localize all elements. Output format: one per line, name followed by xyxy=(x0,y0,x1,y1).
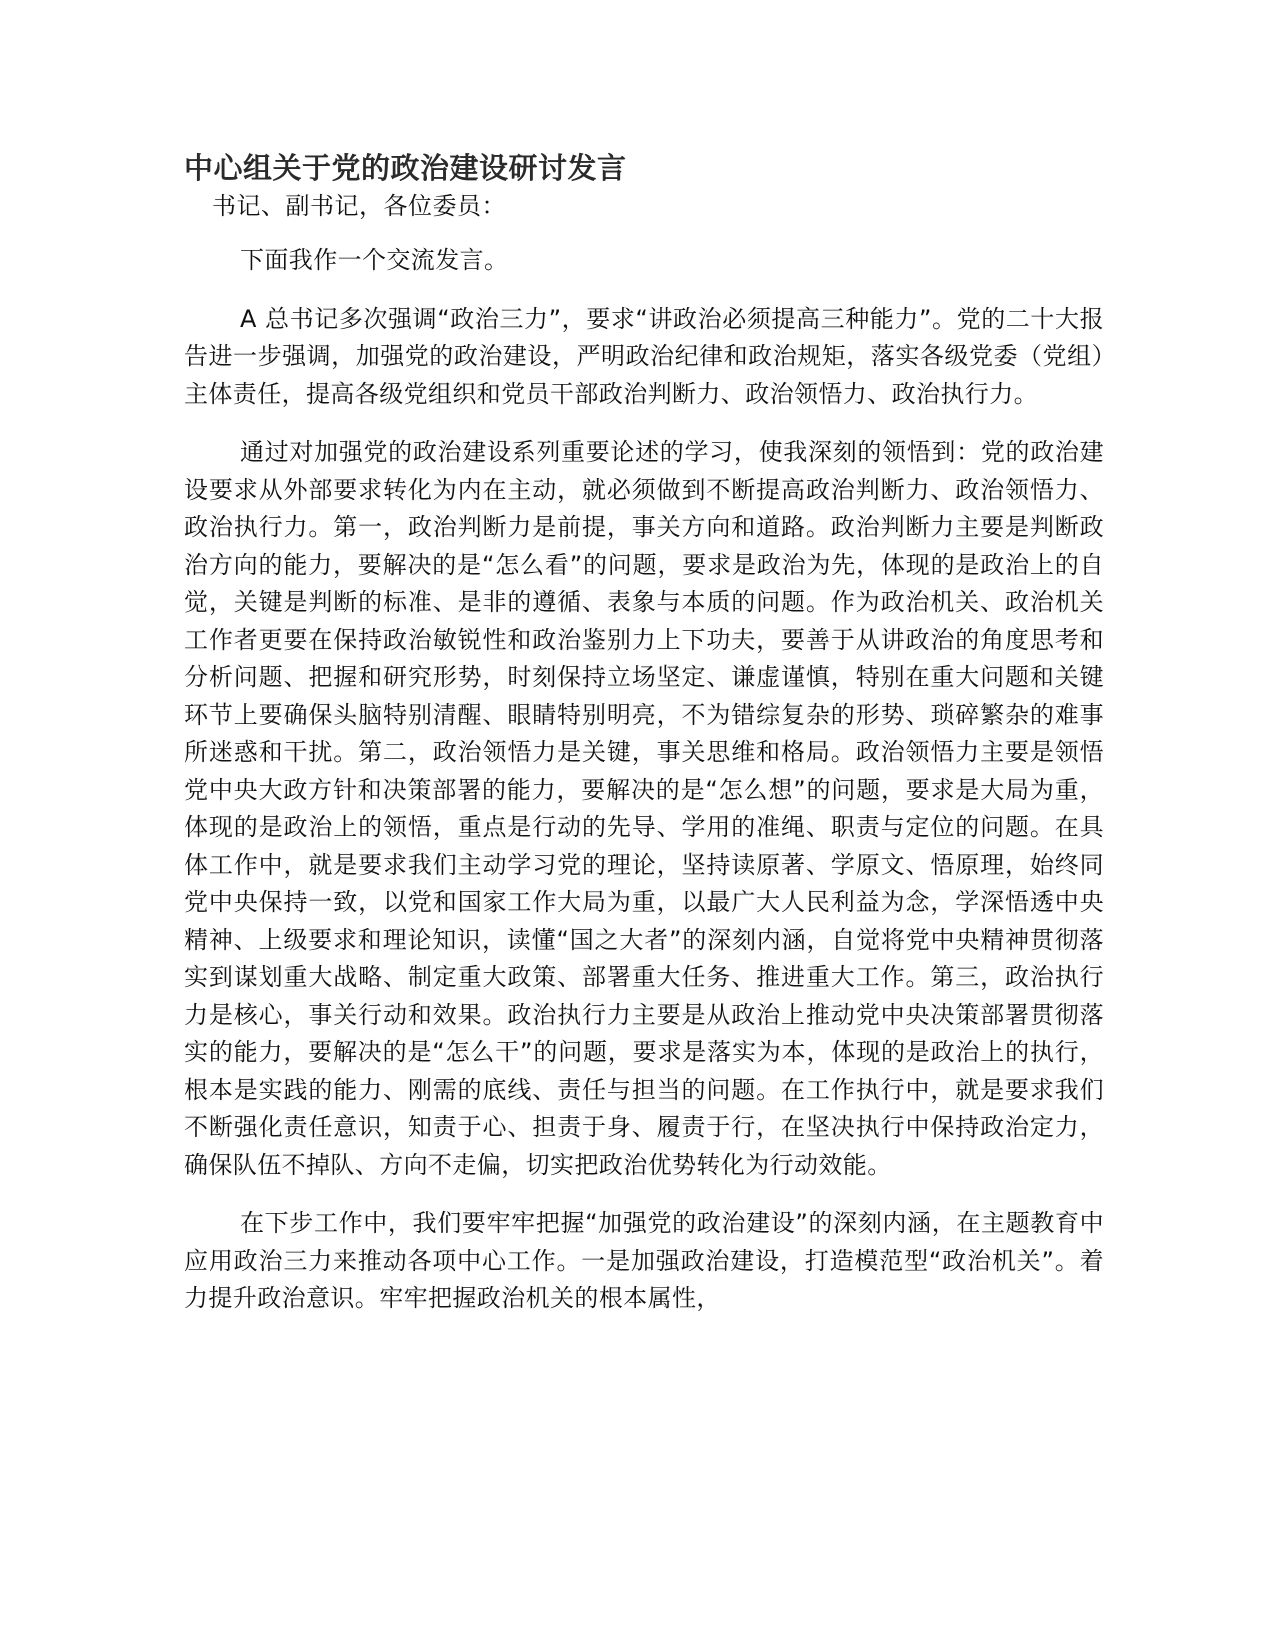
paragraph-intro: 下面我作一个交流发言。 xyxy=(240,246,509,274)
paragraph-background: A 总书记多次强调“政治三力”，要求“讲政治必须提高三种能力”。党的二十大报告进一步强调，加强党的政治建设，严明政治纪律和政治规矩，落实各级党委（党组）主体责任，提高各级党组织和党员干部政治判断力、政治领悟力、政治执行力。 xyxy=(184,304,1104,408)
salutation: 书记、副书记，各位委员： xyxy=(212,192,506,220)
paragraph-next-steps: 在下步工作中，我们要牢牢把握“加强党的政治建设”的深刻内涵，在主题教育中应用政治三力来推动各项中心工作。一是加强政治建设，打造模范型“政治机关”。着力提升政治意识。牢牢把握政治机关的根本属性， xyxy=(184,1209,1104,1312)
document-title: 中心组关于党的政治建设研讨发言 xyxy=(184,151,627,185)
document-page xyxy=(184,148,1104,1339)
paragraph-three-abilities: 通过对加强党的政治建设系列重要论述的学习，使我深刻的领悟到：党的政治建设要求从外部要求转化为内在主动，就必须做到不断提高政治判断力、政治领悟力、政治执行力。第一，政治判断力是前提，事关方向和道路。政治判断力主要是判断政治方向的能力，要解决的是“怎么看”的问题，要求是政治为先，体现的是政治上的自觉，关键是判断的标准、是非的遵循、表象与本质的问题。作为政治机关、政治机关工作者更要在保持政治敏锐性和政治鉴别力上下功夫，要善于从讲政治的角度思考和分析问题、把握和研究形势，时刻保持立场坚定、谦虚谨慎，特别在重大问题和关键环节上要确保头脑特别清醒、眼睛特别明亮，不为错综复杂的形势、琐碎繁杂的难事所迷惑和干扰。第二，政治领悟力是关键，事关思维和格局。政治领悟力主要是领悟党中央大政方针和决策部署的能力，要解决的是“怎么想”的问题，要求是大局为重，体现的是政治上的领悟，重点是行动的先导、学用的准绳、职责与定位的问题。在具体工作中，就是要求我们主动学习党的理论，坚持读原著、学原文、悟原理，始终同党中央保持一致，以党和国家工作大局为重，以最广大人民利益为念，学深悟透中央精神、上级要求和理论知识，读懂“国之大者”的深刻内涵，自觉将党中央精神贯彻落实到谋划重大战略、制定重大政策、部署重大任务、推进重大工作。第三，政治执行力是核心，事关行动和效果。政治执行力主要是从政治上推动党中央决策部署贯彻落实的能力，要解决的是“怎么干”的问题，要求是落实为本，体现的是政治上的执行，根本是实践的能力、刚需的底线、责任与担当的问题。在工作执行中，就是要求我们不断强化责任意识，知责于心、担责于身、履责于行，在坚决执行中保持政治定力，确保队伍不掉队、方向不走偏，切实把政治优势转化为行动效能。 xyxy=(184,438,1104,1179)
